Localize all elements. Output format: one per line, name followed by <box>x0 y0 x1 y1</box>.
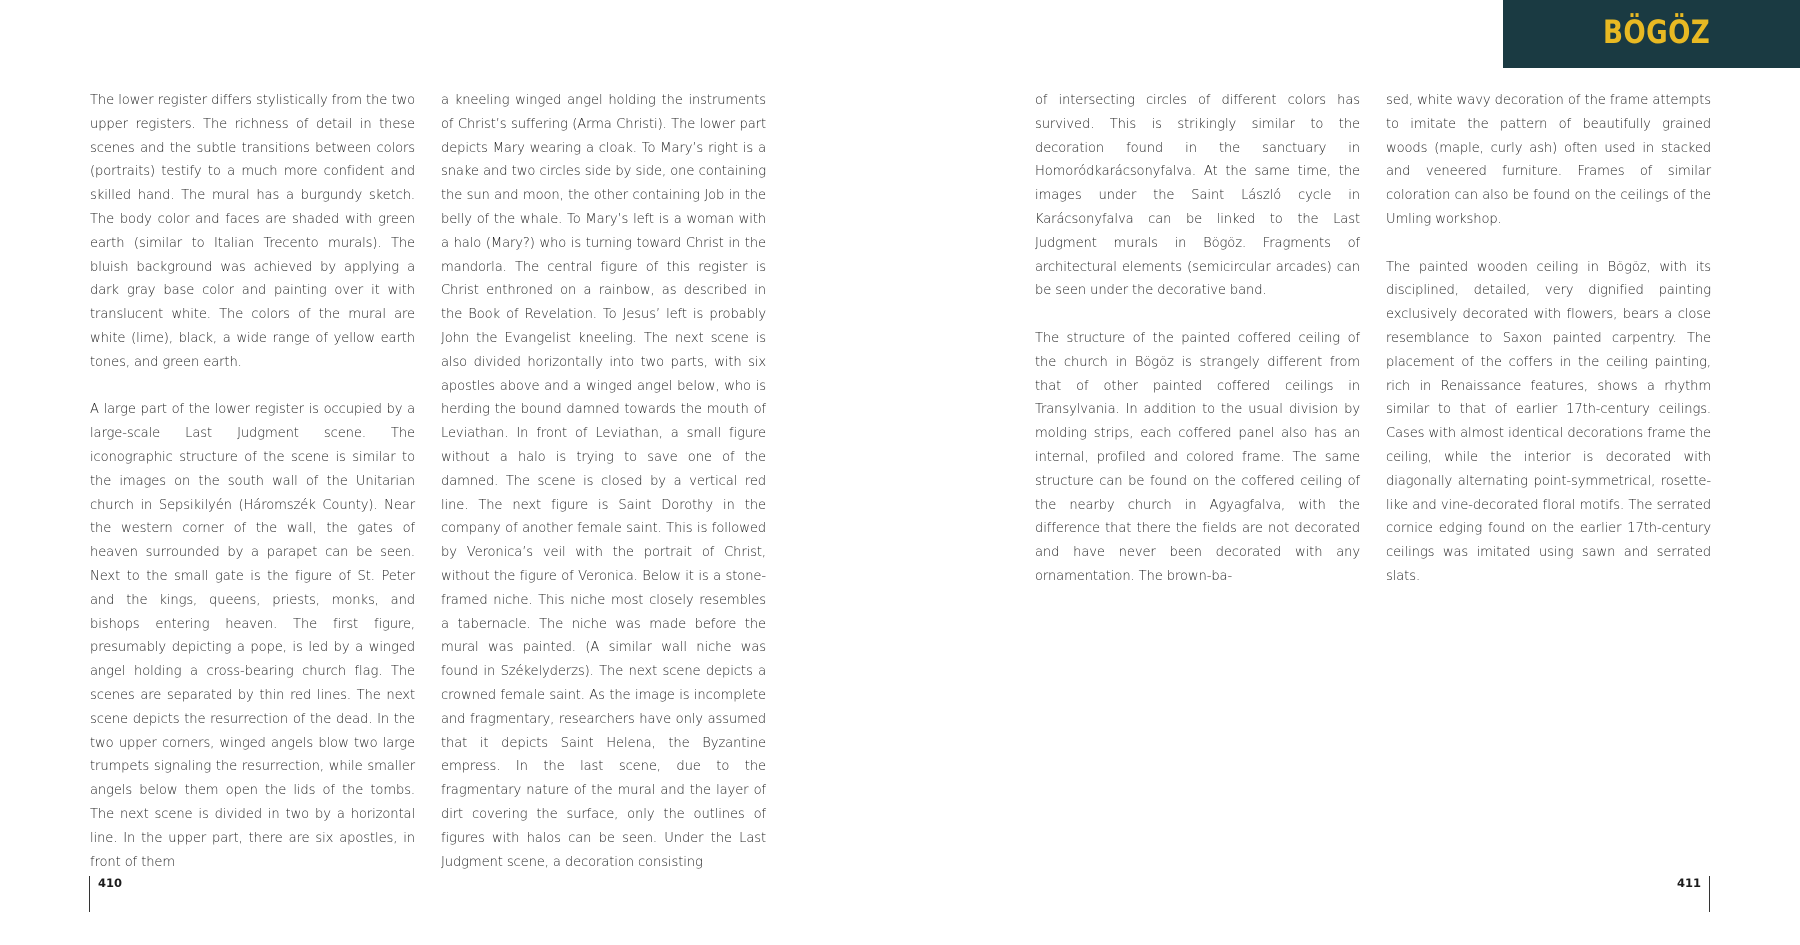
right-page-folio <box>1676 876 1710 912</box>
paragraph: The lower register differs stylistically from the two upper registers. The richness of detail in these scenes and the subtle transitions between colors (portraits) testify to a much more confident and skilled hand. The mural has a burgundy sketch. The body color and faces are shaded with green earth (similar to Italian Trecento murals). The bluish background was achieved by applying a dark gray base color and painting over it with translucent white. The colors of the mural are white (lime), black, a wide range of yellow earth tones, and green earth. <box>90 93 415 370</box>
left-page-column-1 <box>90 89 415 874</box>
folio-rule <box>89 876 90 912</box>
chapter-title: BÖGÖZ <box>1603 13 1711 51</box>
folio-rule <box>1709 876 1710 912</box>
left-page-number: 410 <box>98 876 123 890</box>
paragraph: The painted wooden ceiling in Bögöz, with its disciplined, detailed, very dignified painting exclusively decorated with flowers, bears a close resemblance to Saxon painted carpentry. The placement of the coffers in the ceiling painting, rich in Renaissance features, shows a rhythm similar to that of earlier 17th-century ceilings. Cases with almost identical decorations frame the ceiling, while the interior is decorated with diagonally alternating point-symmetrical, rosette-like and vine-decorated floral motifs. The serrated cornice edging found on the earlier 17th-century ceilings was imitated using sawn and serrated slats. <box>1386 259 1711 584</box>
right-page-number: 411 <box>1676 876 1701 890</box>
paragraph: A large part of the lower register is occupied by a large-scale Last Judgment scene. The iconographic structure of the scene is similar to the images on the south wall of the Unitarian church in Sepsikilyén (Háromszék County). Near the western corner of the wall, the gates of heaven surrounded by a parapet can be seen. Next to the small gate is the figure of St. Peter and the kings, queens, priests, monks, and bishops entering heaven. The first figure, presumably depicting a pope, is led by a winged angel holding a cross-bearing church flag. The scenes are separated by thin red lines. The next scene depicts the resurrection of the dead. In the two upper corners, winged angels blow two large trumpets signaling the resurrection, while smaller angels below them open the lids of the tombs. The next scene is divided in two by a horizontal line. In the upper part, there are six apostles, in front of them <box>90 402 415 870</box>
right-page-column-1 <box>1035 89 1360 589</box>
paragraph: of intersecting circles of different colors has survived. This is strikingly similar to the decoration found in the sanctuary in Homoródkarácsonyfalva. At the same time, the images under the Saint László cycle in Karácsonyfalva can be linked to the Last Judgment murals in Bögöz. Fragments of architectural elements (semicircular arcades) can be seen under the decorative band. <box>1035 93 1360 299</box>
paragraph: The structure of the painted coffered ceiling of the church in Bögöz is strangely different from that of other painted coffered ceilings in Transylvania. In addition to the usual division by molding strips, each coffered panel also has an internal, profiled and colored frame. The same structure can be found on the coffered ceiling of the nearby church in Agyagfalva, with the difference that there the fields are not decorated and have never been decorated with any ornamentation. The brown-ba- <box>1035 330 1360 584</box>
left-page-column-2 <box>441 89 766 874</box>
right-page-column-2 <box>1386 89 1711 589</box>
paragraph: sed, white wavy decoration of the frame attempts to imitate the pattern of beautifully grained woods (maple, curly ash) often used in stacked and veneered furniture. Frames of similar coloration can also be found on the ceilings of the Umling workshop. <box>1386 93 1711 227</box>
paragraph: a kneeling winged angel holding the instruments of Christ’s suffering (Arma Christi). The lower part depicts Mary wearing a cloak. To Mary’s right is a snake and two circles side by side, one containing the sun and moon, the other containing Job in the belly of the whale. To Mary’s left is a woman with a halo (Mary?) who is turning toward Christ in the mandorla. The central figure of this register is Christ enthroned on a rainbow, as described in the Book of Revelation. To Jesus’ left is probably John the Evangelist kneeling. The next scene is also divided horizontally into two parts, with six apostles above and a winged angel below, who is herding the bound damned towards the mouth of Leviathan. In front of Leviathan, a small figure without a halo is trying to save one of the damned. The scene is closed by a vertical red line. The next figure is Saint Dorothy in the company of another female saint. This is followed by Veronica’s veil with the portrait of Christ, without the figure of Veronica. Below it is a stone-framed niche. This niche most closely resembles a tabernacle. The niche was made before the mural was painted. (A similar wall niche was found in Székelyderzs). The next scene depicts a crowned female saint. As the image is incomplete and fragmentary, researchers have only assumed that it depicts Saint Helena, the Byzantine empress. In the last scene, due to the fragmentary nature of the mural and the layer of dirt covering the surface, only the outlines of figures with halos can be seen. Under the Last Judgment scene, a decoration consisting <box>441 93 766 870</box>
